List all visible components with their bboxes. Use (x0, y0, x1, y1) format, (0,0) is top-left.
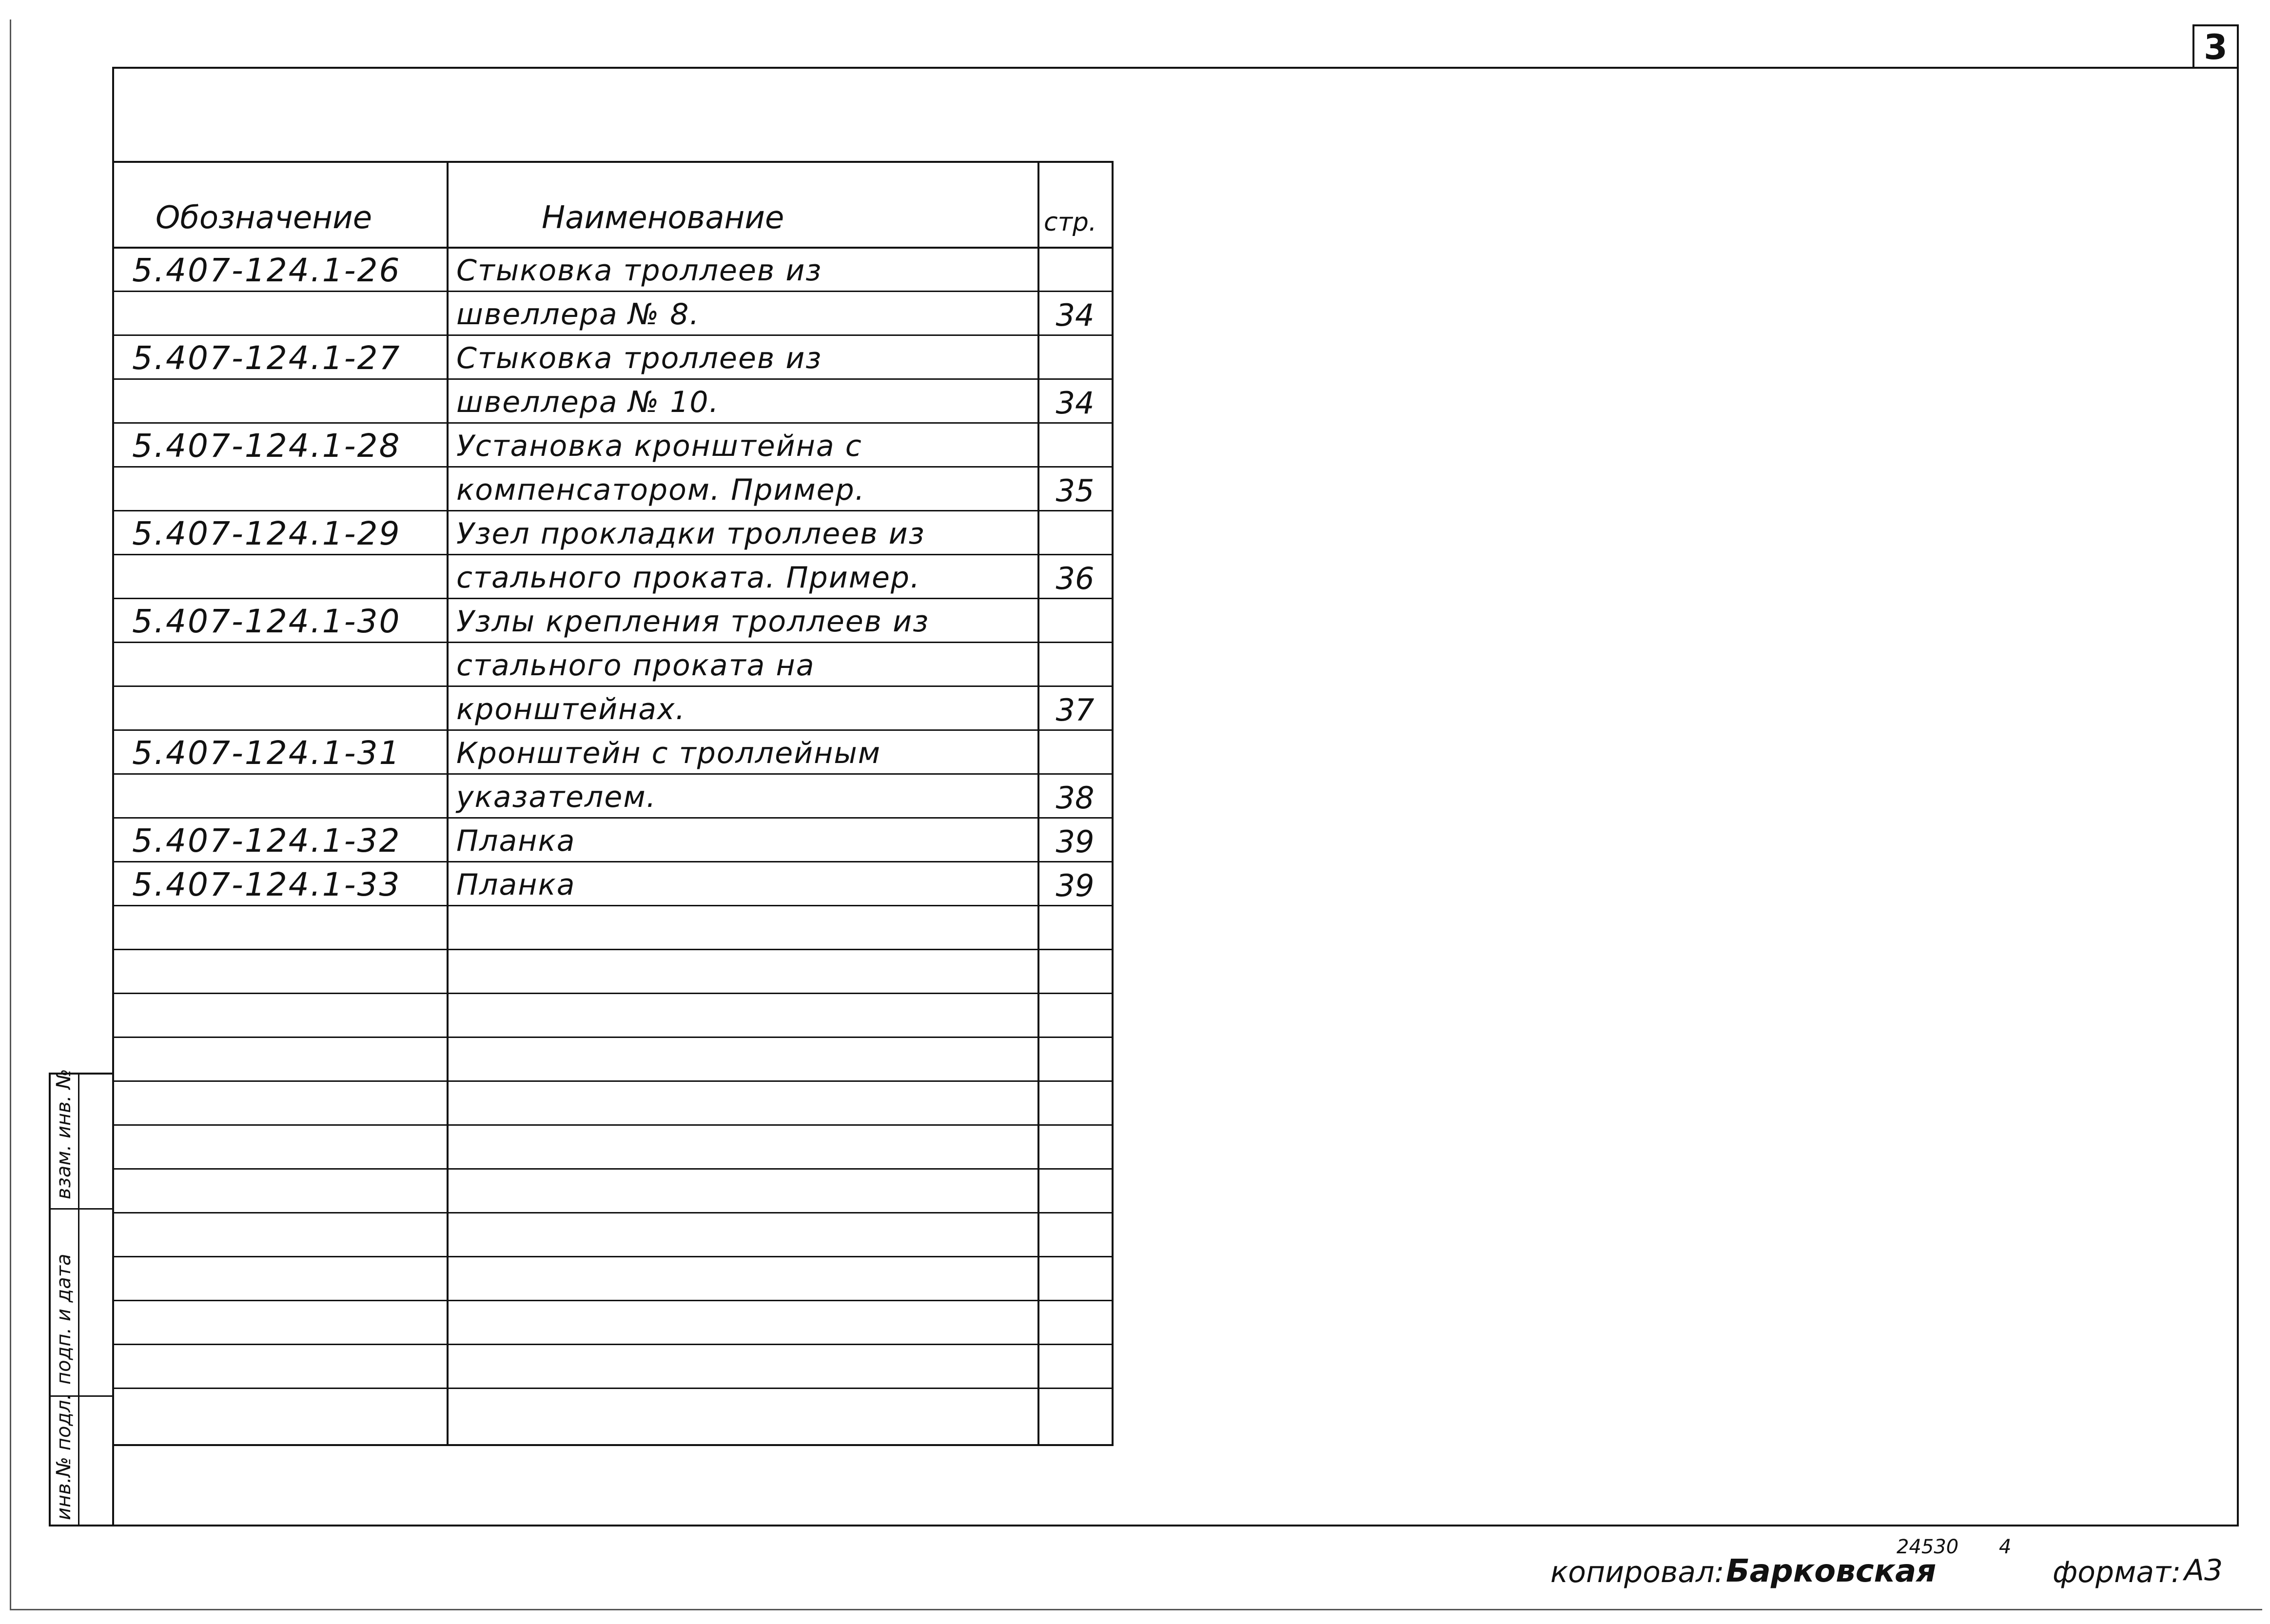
sheet-mark: 4 (1999, 1536, 2012, 1558)
doc-number: 24530 (1897, 1536, 1959, 1558)
side-stamp-mid-line (78, 1073, 79, 1526)
row-page: 34 (1056, 297, 1095, 333)
row-page: 36 (1056, 561, 1095, 596)
row-name: Узел прокладки троллеев из (456, 517, 925, 551)
row-code: 5.407-124.1-32 (132, 822, 401, 860)
row-name: Планка (456, 824, 576, 858)
table-col-line-1 (447, 161, 449, 1446)
side-stamp-divider-1 (49, 1208, 114, 1210)
table-top-line (113, 161, 1114, 163)
header-name: Наименование (542, 200, 784, 236)
row-code: 5.407-124.1-30 (132, 603, 401, 640)
table-right-line (1112, 161, 1114, 1446)
sheet-number-box (2192, 24, 2239, 68)
row-page: 34 (1056, 385, 1095, 421)
table-bottom-line (113, 1444, 1114, 1446)
row-page: 39 (1056, 824, 1095, 860)
row-name: компенсатором. Пример. (456, 473, 865, 507)
frame-right-line (2237, 67, 2239, 1526)
row-code: 5.407-124.1-28 (132, 427, 401, 465)
row-name: Кронштейн с троллейным (456, 736, 881, 770)
side-label-sign-date: подп. и дата (53, 1253, 75, 1385)
frame-left-line (112, 67, 114, 1526)
copied-name: Барковская (1726, 1553, 1937, 1589)
row-name: стального проката. Пример. (456, 561, 921, 595)
row-name: швеллера № 8. (456, 297, 700, 332)
header-code: Обозначение (156, 200, 372, 236)
side-stamp-left-line (49, 1073, 51, 1526)
copied-label: копировал: (1550, 1555, 1724, 1589)
sheet-number: 3 (2204, 27, 2228, 67)
side-label-inv-orig: инв.№ подл. (53, 1393, 75, 1520)
header-page: стр. (1044, 208, 1097, 237)
row-page: 38 (1056, 780, 1095, 816)
row-name: Узлы крепления троллеев из (456, 605, 929, 639)
sheet-bottom-trim-line (10, 1609, 2262, 1610)
row-name: Установка кронштейна с (456, 429, 862, 463)
sheet-left-trim-line (10, 20, 11, 1610)
row-name: стального проката на (456, 648, 815, 683)
frame-bottom-line (49, 1525, 2239, 1526)
row-name: кронштейнах. (456, 692, 686, 726)
row-code: 5.407-124.1-29 (132, 515, 401, 552)
row-name: Стыковка троллеев из (456, 341, 822, 375)
row-page: 37 (1056, 692, 1095, 728)
row-code: 5.407-124.1-27 (132, 339, 401, 377)
row-code: 5.407-124.1-33 (132, 866, 401, 903)
row-page: 39 (1056, 868, 1095, 903)
header-bottom-line (113, 247, 1114, 249)
row-name: швеллера № 10. (456, 385, 720, 419)
frame-top-line (113, 67, 2239, 69)
side-label-inv-replace: взам. инв. № (53, 1069, 75, 1199)
row-name: Планка (456, 868, 576, 902)
row-name: указателем. (456, 780, 657, 814)
format-label: формат: (2053, 1555, 2181, 1589)
row-page: 35 (1056, 473, 1095, 509)
row-code: 5.407-124.1-31 (132, 734, 401, 772)
row-name: Стыковка троллеев из (456, 254, 822, 288)
format-value: А3 (2184, 1553, 2223, 1587)
row-code: 5.407-124.1-26 (132, 252, 401, 289)
